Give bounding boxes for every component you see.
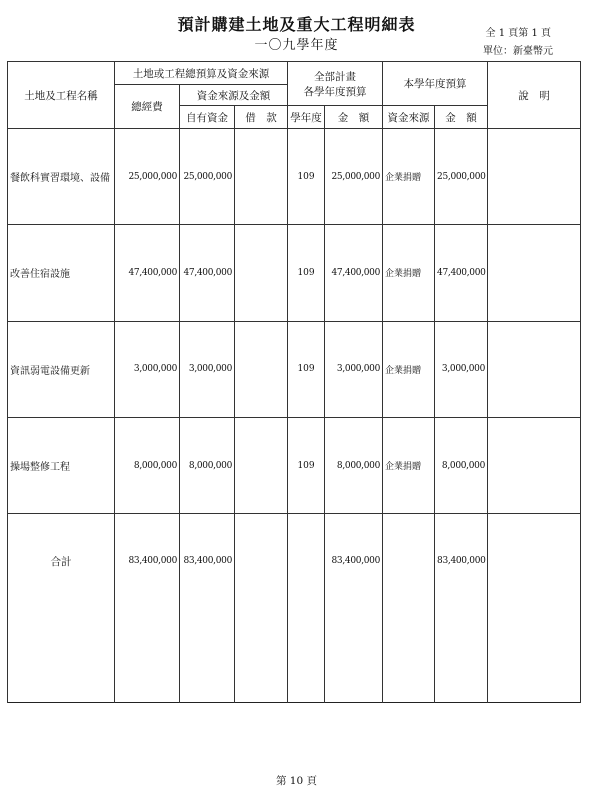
- cell-plan-amount: 25,000,000: [325, 129, 383, 225]
- cell-total-cost: 25,000,000: [115, 129, 180, 225]
- blank-cell: [115, 608, 180, 702]
- header-group-plan-line2: 各學年度預算: [303, 85, 367, 98]
- blank-cell: [288, 608, 325, 702]
- total-own-funds: 83,400,000: [180, 514, 235, 608]
- blank-area: [8, 608, 581, 702]
- document-subtitle: 一〇九學年度: [254, 38, 339, 53]
- blank-cell: [235, 608, 288, 702]
- cell-this-source: 企業捐贈: [383, 417, 435, 513]
- blank-cell: [435, 608, 488, 702]
- cell-remarks: [488, 225, 581, 321]
- cell-total-cost: 47,400,000: [115, 225, 180, 321]
- cell-name: 操場整修工程: [8, 417, 115, 513]
- budget-table: [7, 61, 581, 703]
- table-row: [8, 129, 581, 225]
- blank-cell: [325, 608, 383, 702]
- cell-name: 餐飲科實習環境、設備: [8, 129, 115, 225]
- table-row: [8, 321, 581, 417]
- cell-this-source: 企業捐贈: [383, 321, 435, 417]
- page-count: 全 1 頁第 1 頁: [485, 28, 551, 39]
- header-plan-year: 學年度: [288, 106, 325, 129]
- cell-name: 資訊弱電設備更新: [8, 321, 115, 417]
- cell-own-funds: 8,000,000: [180, 417, 235, 513]
- header-group-plan: [288, 62, 383, 106]
- total-plan-year: [288, 514, 325, 608]
- cell-total-cost: 8,000,000: [115, 417, 180, 513]
- total-this-source: [383, 514, 435, 608]
- cell-plan-amount: 3,000,000: [325, 321, 383, 417]
- header-this-amount: 金 額: [435, 106, 488, 129]
- cell-remarks: [488, 321, 581, 417]
- cell-loan: [235, 321, 288, 417]
- cell-loan: [235, 129, 288, 225]
- table-row: [8, 225, 581, 321]
- cell-remarks: [488, 129, 581, 225]
- cell-plan-year: 109: [288, 129, 325, 225]
- header-group-plan-line1: 全部計畫: [314, 70, 357, 83]
- cell-this-amount: 8,000,000: [435, 417, 488, 513]
- header-name: 土地及工程名稱: [8, 62, 115, 129]
- cell-plan-year: 109: [288, 225, 325, 321]
- cell-plan-year: 109: [288, 417, 325, 513]
- header-plan-amount: 金 額: [325, 106, 383, 129]
- header-total-cost: 總經費: [115, 85, 180, 129]
- cell-own-funds: 25,000,000: [180, 129, 235, 225]
- header-group-land: 土地或工程總預算及資金來源: [115, 62, 288, 85]
- total-this-amount: 83,400,000: [435, 514, 488, 608]
- cell-remarks: [488, 417, 581, 513]
- cell-plan-year: 109: [288, 321, 325, 417]
- total-remarks: [488, 514, 581, 608]
- document-title: 預計購建土地及重大工程明細表: [177, 15, 416, 34]
- header-own-funds: 自有資金: [180, 106, 235, 129]
- cell-this-amount: 25,000,000: [435, 129, 488, 225]
- header-group-this-year: 本學年度預算: [383, 62, 488, 106]
- currency-unit: 單位：新臺幣元: [483, 46, 553, 57]
- cell-this-source: 企業捐贈: [383, 129, 435, 225]
- cell-own-funds: 47,400,000: [180, 225, 235, 321]
- cell-plan-amount: 8,000,000: [325, 417, 383, 513]
- cell-this-source: 企業捐贈: [383, 225, 435, 321]
- blank-cell: [180, 608, 235, 702]
- header-this-source: 資金來源: [383, 106, 435, 129]
- blank-cell: [488, 608, 581, 702]
- total-row: [8, 514, 581, 608]
- cell-this-amount: 47,400,000: [435, 225, 488, 321]
- cell-loan: [235, 417, 288, 513]
- cell-name: 改善住宿設施: [8, 225, 115, 321]
- total-plan-amount: 83,400,000: [325, 514, 383, 608]
- table-row: [8, 417, 581, 513]
- page-number: 第 10 頁: [275, 775, 318, 787]
- total-total-cost: 83,400,000: [115, 514, 180, 608]
- header-remarks: 說 明: [488, 62, 581, 129]
- blank-cell: [8, 608, 115, 702]
- cell-loan: [235, 225, 288, 321]
- cell-plan-amount: 47,400,000: [325, 225, 383, 321]
- header-group-source: 資金來源及金額: [180, 85, 288, 106]
- header-loan: 借 款: [235, 106, 288, 129]
- total-loan: [235, 514, 288, 608]
- blank-cell: [383, 608, 435, 702]
- cell-this-amount: 3,000,000: [435, 321, 488, 417]
- total-label: 合計: [8, 514, 115, 608]
- cell-own-funds: 3,000,000: [180, 321, 235, 417]
- cell-total-cost: 3,000,000: [115, 321, 180, 417]
